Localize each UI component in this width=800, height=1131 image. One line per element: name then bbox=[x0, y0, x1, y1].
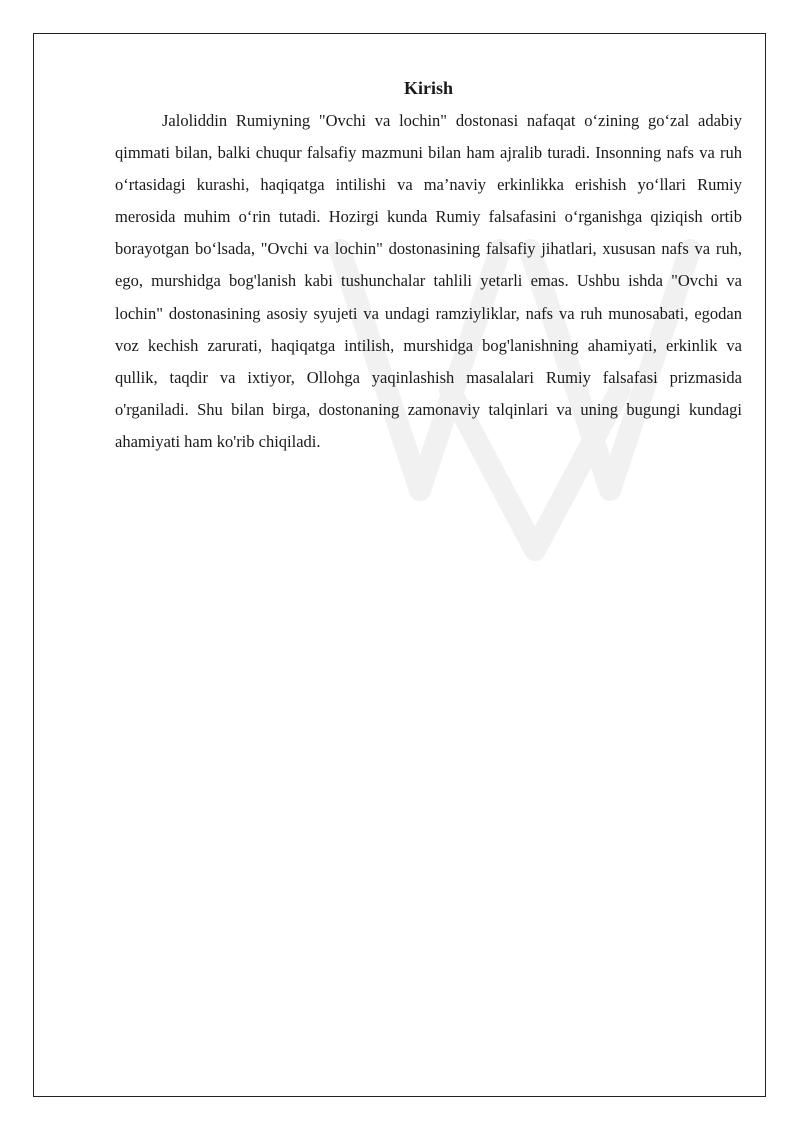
document-title: Kirish bbox=[403, 78, 453, 98]
document-content bbox=[115, 77, 742, 458]
intro-paragraph: Jaloliddin Rumiyning "Ovchi va lochin" dostonasi nafaqat o‘zining go‘zal adabiy qimmati bilan, balki chuqur falsafiy mazmuni bilan ham ajralib turadi. Insonning nafs va ruh o‘rtasidagi kurashi, haqiqatga intilishi va ma’naviy erkinlikka erishish yo‘llari Rumiy merosida muhim o‘rin tutadi. Hozirgi kunda Rumiy falsafasini o‘rganishga qiziqish ortib borayotgan bo‘lsada, "Ovchi va lochin" dostonasining falsafiy jihatlari, xususan nafs va ruh, ego, murshidga bog'lanish kabi tushunchalar tahlili yetarli emas. Ushbu ishda "Ovchi va lochin" dostonasining asosiy syujeti va undagi ramziyliklar, nafs va ruh munosabati, egodan voz kechish zarurati, haqiqatga intilish, murshidga bog'lanishning ahamiyati, erkinlik va qullik, taqdir va ixtiyor, Ollohga yaqinlashish masalalari Rumiy falsafasi prizmasida o'rganiladi. Shu bilan birga, dostonaning zamonaviy talqinlari va uning bugungi kundagi ahamiyati ham ko'rib chiqiladi. bbox=[115, 111, 742, 451]
